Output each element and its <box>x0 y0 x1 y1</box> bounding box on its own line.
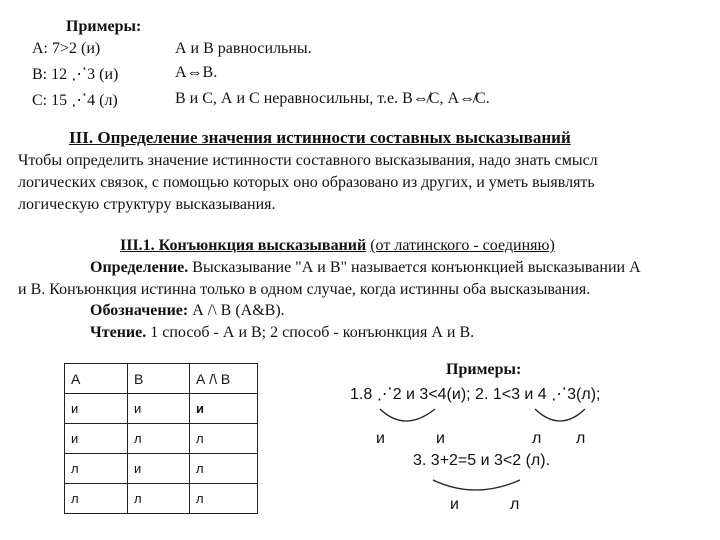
section-3-heading: III. Определение значения истинности составных высказываний <box>69 128 571 147</box>
table-cell: л <box>65 484 128 514</box>
example-1-label-b: и <box>436 430 445 447</box>
table-cell: л <box>65 454 128 484</box>
example-1-brackets <box>360 403 660 443</box>
bottom-example-line-2: 3. 3+2=5 и 3<2 (л). <box>413 452 551 469</box>
bottom-examples-title: Примеры: <box>446 361 522 378</box>
table-row <box>65 484 258 514</box>
example-2-label-b: л <box>576 430 586 447</box>
section-3-1-heading: III.1. Конъюнкция высказываний <box>120 237 367 254</box>
example-2-label-a: л <box>532 430 542 447</box>
definition-text-1: Высказывание "А и В" называется конъюнкцией высказывании А <box>188 259 641 276</box>
table-header-cell: В <box>128 364 190 394</box>
example-c-right: В и С, А и С неравносильны, т.е. В⇎С, А⇎С. <box>175 90 490 107</box>
table-cell: и <box>65 424 128 454</box>
reading-line <box>90 324 474 342</box>
section-3-paragraph-line-2: логических связок, с помощью которых оно образовано из других, и уметь выявлять <box>18 174 595 191</box>
notation-text: А /\ В (А&В). <box>188 302 285 319</box>
table-cell: л <box>190 484 258 514</box>
reading-label: Чтение. <box>90 324 147 341</box>
example-3-label-a: и <box>450 496 459 513</box>
example-3-label-b: л <box>510 496 520 513</box>
table-cell: и <box>128 454 190 484</box>
table-cell: и <box>65 394 128 424</box>
table-row <box>65 454 258 484</box>
definition-label: Определение. <box>90 259 189 276</box>
table-row <box>65 424 258 454</box>
section-3-1-heading-row <box>120 237 555 255</box>
example-b-left: B: 12 ⋰3 (и) <box>32 66 119 83</box>
section-3-paragraph-line-3: логическую структуру высказывания. <box>18 196 276 213</box>
example-a-left: A: 7>2 (и) <box>32 40 101 57</box>
table-row <box>65 394 258 424</box>
table-cell: и <box>190 394 258 424</box>
examples-title: Примеры: <box>66 18 142 35</box>
bracket-arc <box>380 409 435 421</box>
section-3-paragraph-line-1: Чтобы определить значение истинности составного высказывания, надо знать смысл <box>18 152 598 169</box>
conjunction-truth-table <box>64 363 258 514</box>
table-header-cell: А <box>65 364 128 394</box>
table-cell: л <box>190 454 258 484</box>
notation-line <box>90 302 285 320</box>
bottom-example-line-1: 1.8 ⋰2 и 3<4(и); 2. 1<3 и 4 ⋰3(л); <box>350 386 601 403</box>
table-cell: л <box>128 424 190 454</box>
table-header-cell: А /\ В <box>190 364 258 394</box>
bracket-arc <box>535 409 585 421</box>
notation-label: Обозначение: <box>90 302 189 319</box>
table-cell: л <box>190 424 258 454</box>
table-cell: л <box>128 484 190 514</box>
definition-line-1 <box>90 259 641 277</box>
section-3-1-heading-note: (от латинского - соединяю) <box>370 237 555 254</box>
table-header-row <box>65 364 258 394</box>
reading-text: 1 способ - А и В; 2 способ - конъюнкция А и В. <box>146 324 475 341</box>
example-1-label-a: и <box>376 430 385 447</box>
example-c-left: C: 15 ⋰4 (л) <box>32 92 118 109</box>
example-b-right: А⇔В. <box>175 64 218 81</box>
example-a-right: А и В равносильны. <box>175 40 312 57</box>
table-cell: и <box>128 394 190 424</box>
example-3-brackets <box>425 472 555 502</box>
bracket-arc <box>433 480 520 490</box>
definition-line-2: и В. Конъюнкция истинна только в одном случае, когда истинны оба высказывания. <box>18 281 591 298</box>
